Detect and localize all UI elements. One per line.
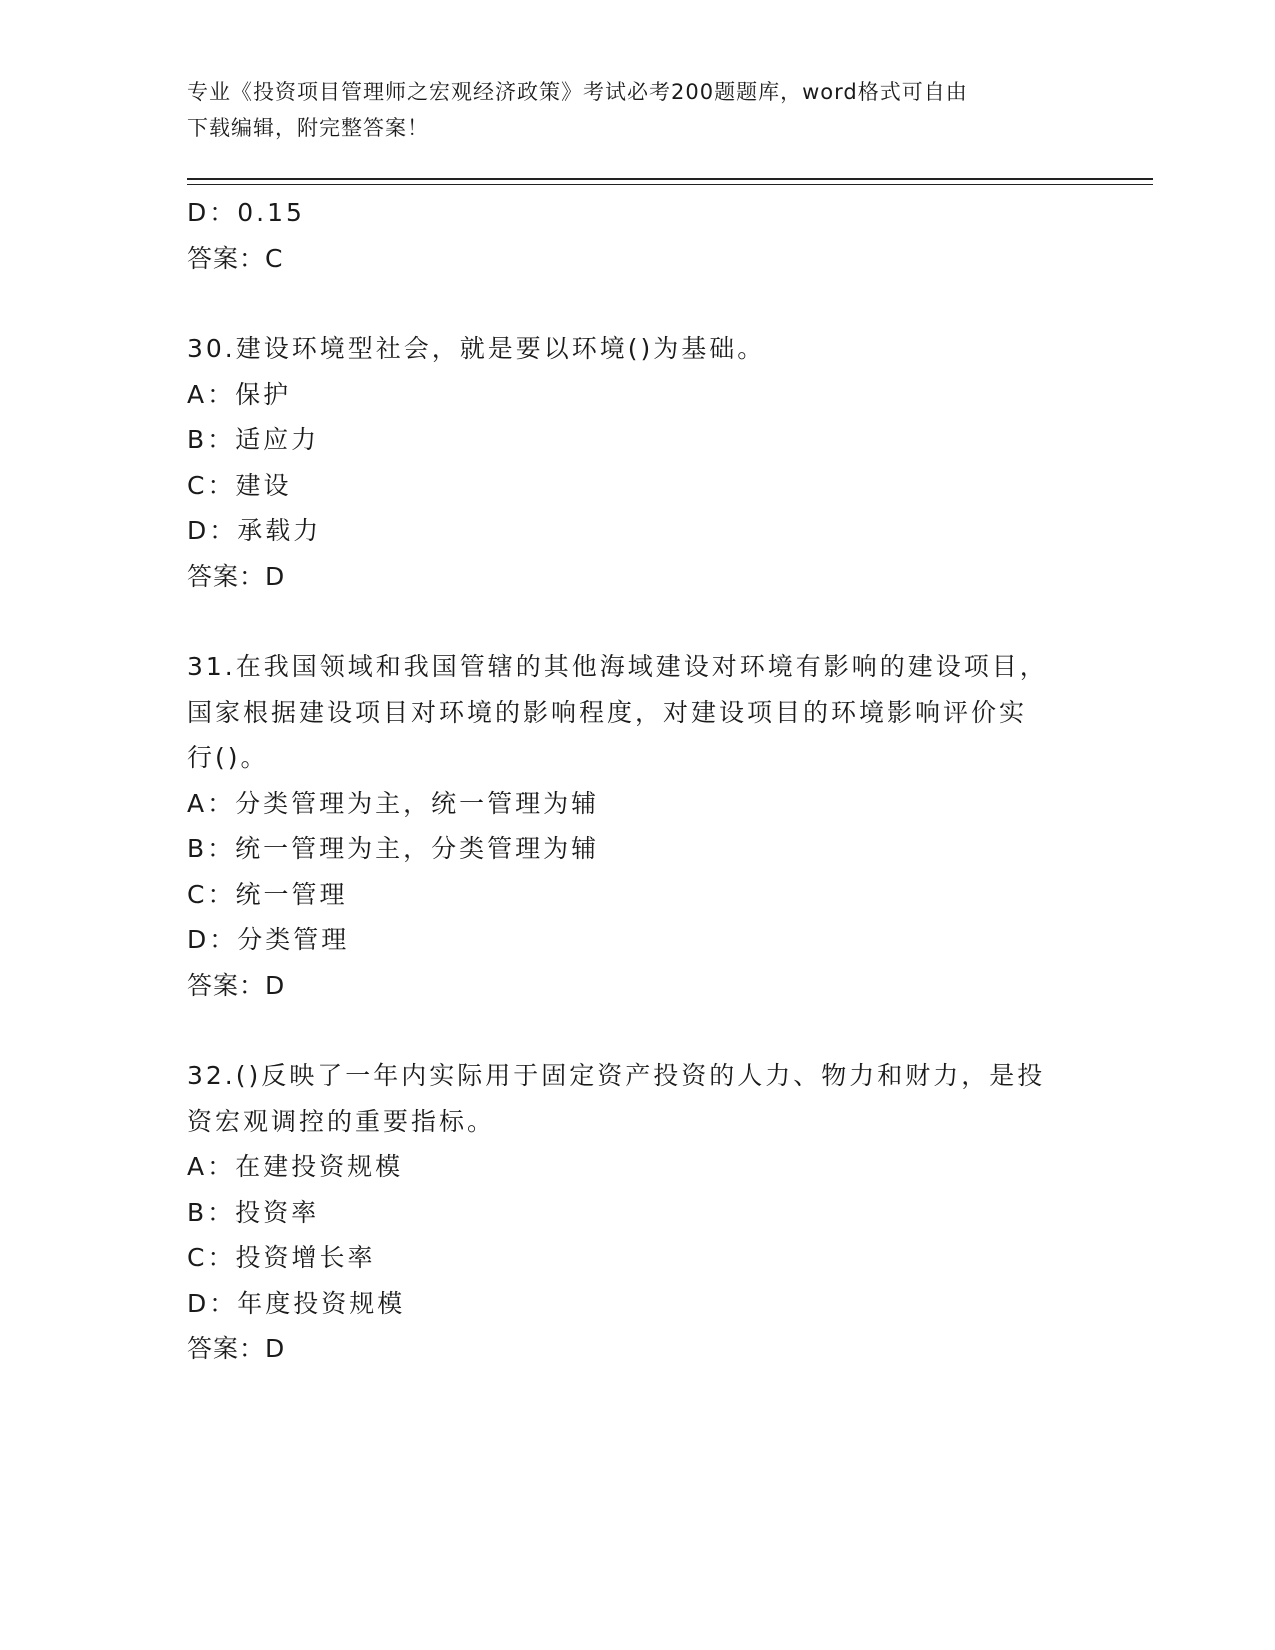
document-header	[187, 74, 1067, 146]
question-text: 30.建设环境型社会，就是要以环境()为基础。	[187, 334, 766, 363]
header-line-2: 下载编辑，附完整答案！	[187, 116, 429, 140]
header-divider-thin	[187, 184, 1153, 185]
option-d: D：年度投资规模	[187, 1288, 406, 1318]
option-c: C：统一管理	[187, 879, 348, 909]
question-text-line-1: 31.在我国领域和我国管辖的其他海域建设对环境有影响的建设项目，	[187, 652, 1048, 681]
question-text-line-3: 行()。	[187, 743, 269, 772]
header-divider-thick	[187, 178, 1153, 180]
option-d: D：承载力	[187, 516, 322, 545]
question-text-line-2: 资宏观调控的重要指标。	[187, 1106, 496, 1136]
question-text-line-2: 国家根据建设项目对环境的影响程度，对建设项目的环境影响评价实	[187, 697, 1028, 727]
document-body	[187, 190, 1077, 1372]
question-30	[187, 326, 1077, 599]
option-c: C：投资增长率	[187, 1243, 376, 1272]
option-d: D：0.15	[187, 198, 305, 227]
option-d: D：分类管理	[187, 925, 350, 954]
option-b: B：适应力	[187, 425, 320, 454]
answer: 答案：D	[187, 970, 286, 1000]
spacer	[187, 599, 1077, 644]
option-b: B：投资率	[187, 1197, 320, 1227]
question-31	[187, 644, 1077, 1008]
spacer	[187, 1008, 1077, 1053]
question-text-line-1: 32.()反映了一年内实际用于固定资产投资的人力、物力和财力，是投	[187, 1061, 1046, 1090]
question-32	[187, 1053, 1077, 1372]
spacer	[187, 281, 1077, 326]
option-b: B：统一管理为主，分类管理为辅	[187, 834, 600, 863]
answer: 答案：D	[187, 561, 286, 591]
header-line-1: 专业《投资项目管理师之宏观经济政策》考试必考200题题库，word格式可自由	[187, 80, 968, 104]
answer: 答案：D	[187, 1334, 286, 1363]
previous-question-tail	[187, 190, 1077, 281]
option-c: C：建设	[187, 470, 292, 500]
option-a: A：分类管理为主，统一管理为辅	[187, 788, 600, 818]
answer: 答案：C	[187, 243, 284, 273]
option-a: A：保护	[187, 379, 292, 409]
option-a: A：在建投资规模	[187, 1152, 404, 1181]
